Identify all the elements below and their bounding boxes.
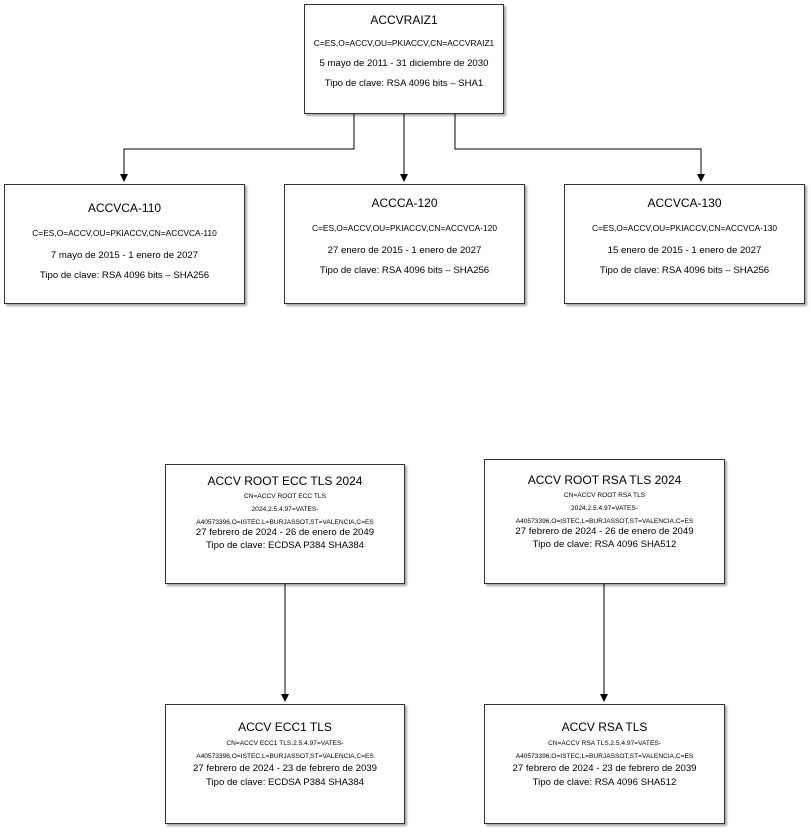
node-title: ACCCA-120	[371, 196, 438, 210]
node-key-type: Tipo de clave: RSA 4096 bits – SHA1	[324, 78, 484, 89]
node-dn-line-2: A40573396,O=ISTEC,L=BURJASSOT,ST=VALENCIA,C=ES	[515, 753, 694, 760]
edge-raiz1-to-ca110	[124, 114, 354, 181]
node-validity: 27 febrero de 2024 - 23 de febrero de 2039	[192, 763, 378, 774]
node-key-type: Tipo de clave: RSA 4096 SHA512	[532, 777, 677, 788]
node-dn-line-2: 2024,2.5.4.97=VATES-	[251, 506, 319, 513]
node-accv-rsa-tls	[484, 704, 725, 824]
node-validity: 27 febrero de 2024 - 26 de enero de 2049	[515, 526, 694, 537]
node-dn: C=ES,O=ACCV,OU=PKIACCV,CN=ACCVRAIZ1	[313, 38, 495, 48]
node-title: ACCVRAIZ1	[370, 13, 438, 27]
node-validity: 5 mayo de 2011 - 31 diciembre de 2030	[319, 58, 489, 69]
node-key-type: Tipo de clave: RSA 4096 SHA512	[532, 539, 677, 550]
node-title: ACCV ECC1 TLS	[238, 720, 332, 734]
node-key-type: Tipo de clave: ECDSA P384 SHA384	[205, 540, 365, 551]
node-validity: 7 mayo de 2015 - 1 enero de 2027	[50, 250, 199, 261]
node-key-type: Tipo de clave: RSA 4096 bits – SHA256	[319, 265, 490, 276]
node-dn-line-1: CN=ACCV ROOT RSA TLS	[563, 492, 646, 499]
node-key-type: Tipo de clave: RSA 4096 bits – SHA256	[39, 270, 210, 281]
node-title: ACCVCA-110	[87, 201, 162, 215]
node-dn: C=ES,O=ACCV,OU=PKIACCV,CN=ACCVCA-110	[32, 228, 217, 238]
node-accv-ecc1-tls	[165, 704, 405, 824]
node-accv-root-ecc-tls-2024	[165, 464, 405, 584]
node-validity: 15 enero de 2015 - 1 enero de 2027	[607, 245, 762, 256]
node-accvraiz1	[304, 4, 504, 114]
node-validity: 27 enero de 2015 - 1 enero de 2027	[327, 245, 482, 256]
node-dn: C=ES,O=ACCV,OU=PKIACCV,CN=ACCVCA-120	[311, 223, 498, 233]
node-dn-line-1: CN=ACCV ECC1 TLS,2.5.4.97=VATES-	[226, 740, 344, 747]
node-dn-line-3: A40573396,O=ISTEC,L=BURJASSOT,ST=VALENCIA,C=ES	[196, 519, 374, 526]
node-dn: C=ES,O=ACCV,OU=PKIACCV,CN=ACCVCA-130	[591, 223, 778, 233]
node-title: ACCV ROOT RSA TLS 2024	[527, 473, 682, 487]
node-key-type: Tipo de clave: ECDSA P384 SHA384	[205, 777, 365, 788]
node-dn-line-2: 2024,2.5.4.97=VATES-	[570, 505, 639, 512]
node-validity: 27 febrero de 2024 - 26 de enero de 2049	[195, 527, 375, 538]
node-title: ACCVCA-130	[647, 196, 722, 210]
edge-raiz1-to-ca130	[455, 114, 701, 181]
node-validity: 27 febrero de 2024 - 23 de febrero de 2039	[512, 763, 697, 774]
node-title: ACCV RSA TLS	[561, 720, 648, 734]
node-accvca-130	[564, 184, 805, 304]
node-accvca-110	[4, 184, 245, 304]
node-dn-line-3: A40573396,O=ISTEC,L=BURJASSOT,ST=VALENCIA,C=ES	[515, 518, 694, 525]
node-accv-root-rsa-tls-2024	[484, 459, 725, 584]
node-dn-line-1: CN=ACCV ROOT ECC TLS	[243, 493, 326, 500]
node-key-type: Tipo de clave: RSA 4096 bits – SHA256	[599, 265, 770, 276]
node-accca-120	[284, 184, 525, 304]
node-dn-line-1: CN=ACCV RSA TLS,2.5.4.97=VATES-	[548, 740, 661, 747]
node-title: ACCV ROOT ECC TLS 2024	[207, 474, 363, 488]
node-dn-line-2: A40573396,O=ISTEC,L=BURJASSOT,ST=VALENCIA,C=ES	[196, 753, 374, 760]
